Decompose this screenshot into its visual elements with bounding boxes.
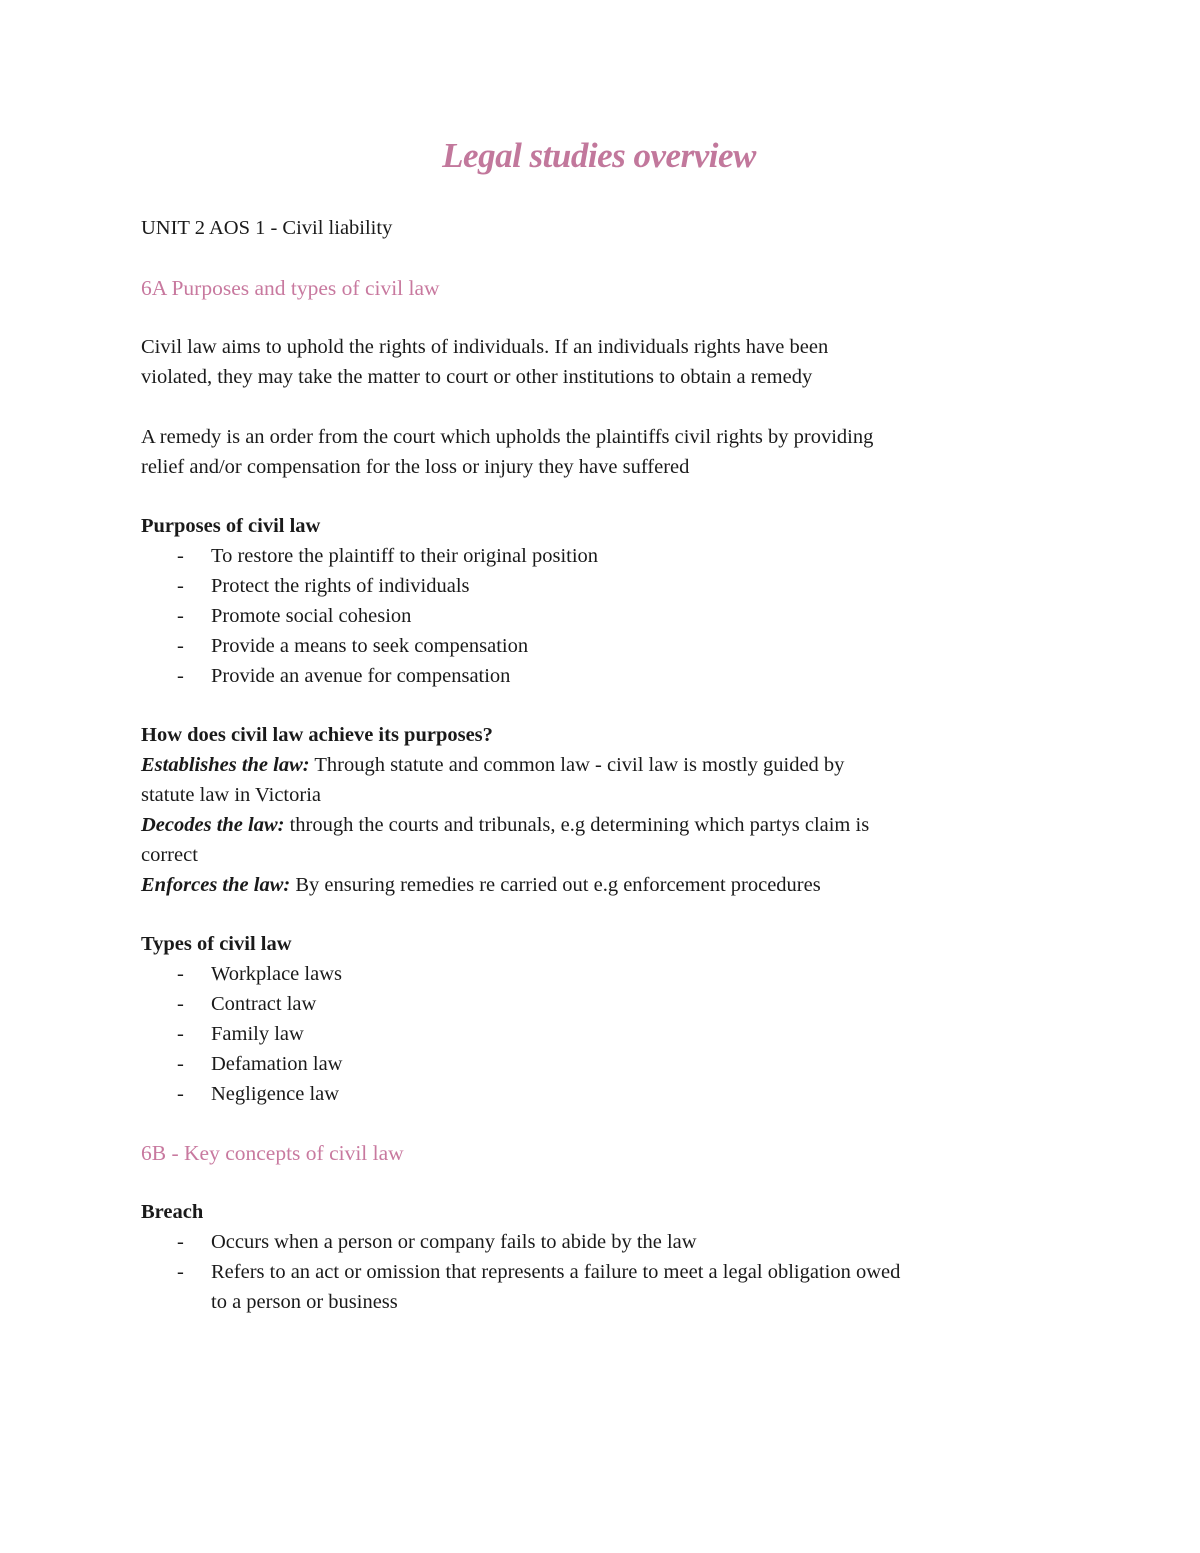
bullet-marker: - — [177, 545, 184, 567]
list-item: Protect the rights of individuals — [211, 575, 470, 597]
paragraph-line: violated, they may take the matter to court or other institutions to obtain a remedy — [141, 366, 813, 388]
enforces-line — [141, 870, 821, 900]
bullet-marker: - — [177, 665, 184, 687]
paragraph-line: Civil law aims to uphold the rights of individuals. If an individuals rights have been — [141, 336, 829, 358]
bullet-marker: - — [177, 963, 184, 985]
term-label: Decodes the law: — [141, 814, 285, 836]
bullet-marker: - — [177, 575, 184, 597]
subheading-purposes: Purposes of civil law — [141, 515, 321, 537]
bullet-marker: - — [177, 1261, 184, 1283]
bullet-marker: - — [177, 605, 184, 627]
section-heading-6a: 6A Purposes and types of civil law — [141, 276, 440, 300]
bullet-marker: - — [177, 993, 184, 1015]
list-item: Refers to an act or omission that represents a failure to meet a legal obligation owed — [211, 1261, 901, 1283]
list-item: Negligence law — [211, 1083, 340, 1105]
section-heading-6b: 6B - Key concepts of civil law — [141, 1141, 404, 1165]
paragraph-line: correct — [141, 844, 198, 866]
list-item: Provide an avenue for compensation — [211, 665, 511, 687]
term-description: through the courts and tribunals, e.g determining which partys claim is — [284, 814, 870, 836]
list-item: Defamation law — [211, 1053, 343, 1075]
list-item: Family law — [211, 1023, 304, 1045]
document-title: Legal studies overview — [442, 136, 756, 175]
list-item: Workplace laws — [211, 963, 342, 985]
bullet-marker: - — [177, 1053, 184, 1075]
list-item: Occurs when a person or company fails to abide by the law — [211, 1231, 697, 1253]
establishes-line — [141, 750, 844, 780]
term-label: Enforces the law: — [141, 874, 291, 896]
unit-label: UNIT 2 AOS 1 - Civil liability — [141, 217, 393, 239]
subheading-achieve: How does civil law achieve its purposes? — [141, 724, 493, 746]
list-item: Promote social cohesion — [211, 605, 412, 627]
bullet-marker: - — [177, 1023, 184, 1045]
list-item: Contract law — [211, 993, 317, 1015]
paragraph-line: statute law in Victoria — [141, 784, 321, 806]
paragraph-line: relief and/or compensation for the loss or injury they have suffered — [141, 456, 690, 478]
list-item-continuation: to a person or business — [211, 1291, 398, 1313]
bullet-marker: - — [177, 635, 184, 657]
decodes-line — [141, 810, 869, 840]
term-label: Establishes the law: — [141, 754, 310, 776]
paragraph-line: A remedy is an order from the court which upholds the plaintiffs civil rights by providing — [141, 426, 874, 448]
list-item: To restore the plaintiff to their original position — [211, 545, 599, 567]
subheading-breach: Breach — [141, 1201, 204, 1223]
list-item: Provide a means to seek compensation — [211, 635, 529, 657]
bullet-marker: - — [177, 1083, 184, 1105]
subheading-types: Types of civil law — [141, 933, 292, 955]
term-description: Through statute and common law - civil law is mostly guided by — [309, 754, 845, 776]
bullet-marker: - — [177, 1231, 184, 1253]
term-description: By ensuring remedies re carried out e.g enforcement procedures — [290, 874, 821, 896]
